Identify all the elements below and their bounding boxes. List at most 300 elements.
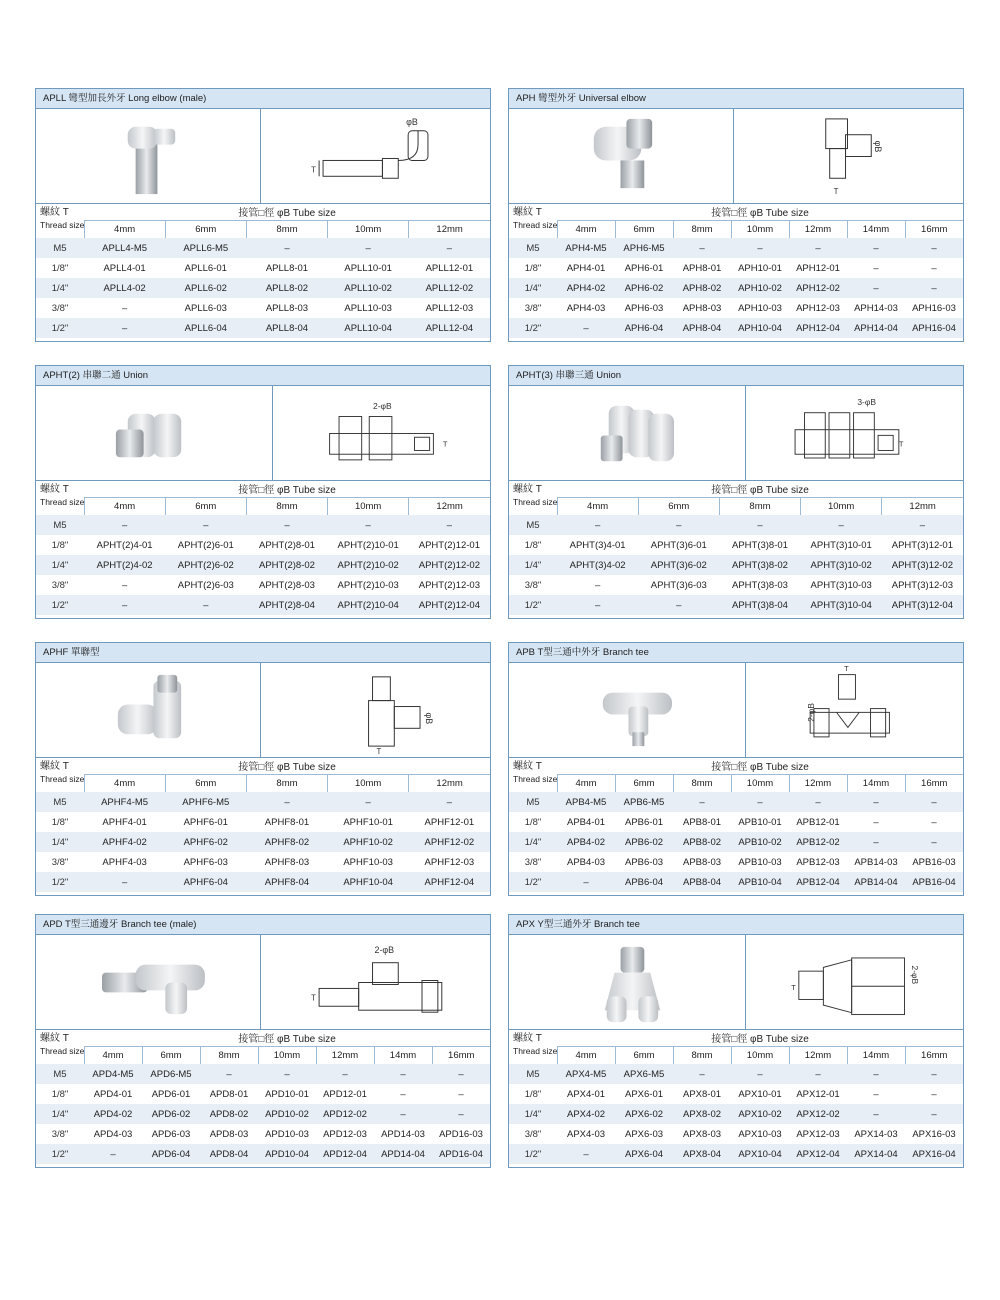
model-number-cell: – — [246, 515, 327, 535]
svg-text:T: T — [311, 993, 317, 1003]
model-number-cell: APHT(3)12-01 — [882, 535, 963, 555]
model-table — [36, 204, 490, 338]
tube-size-column-header: 8mm — [246, 774, 327, 792]
model-number-cell: APX16-04 — [905, 1144, 963, 1164]
thread-label: 螺紋 T — [40, 207, 69, 218]
model-number-cell: APH6-M5 — [615, 238, 673, 258]
model-number-cell: APD12-02 — [316, 1104, 374, 1124]
model-number-cell: APB16-04 — [905, 872, 963, 892]
thread-size-cell: 1/4" — [36, 1104, 84, 1124]
thread-size-cell: 1/2" — [509, 595, 557, 615]
model-number-cell: APH16-04 — [905, 318, 963, 338]
model-number-cell: APH8-02 — [673, 278, 731, 298]
tube-size-column-header: 8mm — [673, 1046, 731, 1064]
thread-size-cell: 3/8" — [36, 298, 84, 318]
model-number-cell: APHT(2)6-02 — [165, 555, 246, 575]
thread-size-cell: 1/4" — [36, 555, 84, 575]
svg-text:φB: φB — [406, 116, 418, 127]
model-number-cell: APHT(2)12-02 — [409, 555, 490, 575]
model-number-cell: APLL8-04 — [246, 318, 327, 338]
model-number-cell: APLL6-M5 — [165, 238, 246, 258]
thread-size-cell: 1/2" — [509, 318, 557, 338]
dimension-drawing — [261, 109, 490, 203]
model-number-cell: – — [882, 515, 963, 535]
table-row — [36, 1144, 490, 1164]
table-row — [36, 575, 490, 595]
model-number-cell: APHF8-02 — [246, 832, 327, 852]
model-number-cell: – — [905, 1064, 963, 1084]
tube-size-column-header: 16mm — [905, 220, 963, 238]
thread-size-cell: 1/8" — [509, 1084, 557, 1104]
model-number-cell: APHT(2)8-04 — [246, 595, 327, 615]
tube-size-column-header: 10mm — [328, 220, 409, 238]
table-row — [509, 872, 963, 892]
tube-size-column-header: 12mm — [789, 220, 847, 238]
table-row — [36, 832, 490, 852]
model-number-cell: APHF12-03 — [409, 852, 490, 872]
model-number-cell: APX4-M5 — [557, 1064, 615, 1084]
model-number-cell: APB10-04 — [731, 872, 789, 892]
model-number-cell: APHT(3)10-03 — [801, 575, 882, 595]
thread-label-en: Thread size — [40, 220, 84, 230]
model-number-cell: APB4-02 — [557, 832, 615, 852]
model-number-cell: – — [328, 792, 409, 812]
model-number-cell: – — [847, 812, 905, 832]
model-number-cell: APX12-02 — [789, 1104, 847, 1124]
tube-size-column-header: 16mm — [905, 774, 963, 792]
thread-size-cell: M5 — [509, 515, 557, 535]
model-table — [509, 1030, 963, 1164]
dimension-drawing — [746, 663, 963, 757]
table-row — [36, 535, 490, 555]
tube-size-header: 接管□徑 φB Tube size — [238, 762, 336, 774]
model-number-cell: APD14-04 — [374, 1144, 432, 1164]
model-number-cell: APH12-01 — [789, 258, 847, 278]
product-card-apx — [508, 914, 964, 1168]
tube-size-column-header: 10mm — [328, 774, 409, 792]
model-number-cell: APHF6-01 — [165, 812, 246, 832]
table-row — [509, 318, 963, 338]
product-photo — [509, 386, 746, 480]
model-number-cell: APHF6-02 — [165, 832, 246, 852]
thread-size-cell: M5 — [509, 792, 557, 812]
svg-text:2-φB: 2-φB — [373, 400, 392, 411]
model-number-cell: APX12-01 — [789, 1084, 847, 1104]
product-card-apht2 — [35, 365, 491, 619]
model-number-cell: APX4-02 — [557, 1104, 615, 1124]
model-number-cell: APH8-04 — [673, 318, 731, 338]
model-number-cell: APHT(3)12-03 — [882, 575, 963, 595]
thread-size-cell: 1/2" — [509, 872, 557, 892]
tube-size-column-header: 12mm — [882, 497, 963, 515]
product-photo — [36, 663, 261, 757]
tube-size-column-header: 6mm — [165, 220, 246, 238]
table-row — [509, 832, 963, 852]
model-number-cell: APD6-04 — [142, 1144, 200, 1164]
thread-label: 螺紋 T — [513, 484, 542, 495]
thread-size-cell: 1/8" — [509, 535, 557, 555]
model-number-cell: – — [374, 1084, 432, 1104]
thread-size-cell: 1/8" — [36, 1084, 84, 1104]
model-number-cell: APHT(2)8-02 — [246, 555, 327, 575]
model-number-cell: APH14-04 — [847, 318, 905, 338]
tube-size-column-header: 12mm — [409, 774, 490, 792]
thread-size-header — [509, 481, 557, 515]
model-number-cell: APH12-03 — [789, 298, 847, 318]
model-number-cell: APHT(2)12-01 — [409, 535, 490, 555]
model-number-cell: APD8-04 — [200, 1144, 258, 1164]
model-number-cell: APHF4-01 — [84, 812, 165, 832]
product-title: APB T型三通中外牙 Branch tee — [509, 643, 963, 663]
model-number-cell: – — [801, 515, 882, 535]
table-row — [509, 575, 963, 595]
tube-size-column-header: 10mm — [731, 1046, 789, 1064]
product-images — [509, 935, 963, 1030]
dimension-drawing — [261, 935, 490, 1029]
model-number-cell: APD4-02 — [84, 1104, 142, 1124]
model-number-cell: APHF8-01 — [246, 812, 327, 832]
model-number-cell: – — [557, 515, 638, 535]
svg-text:2-φB: 2-φB — [910, 965, 921, 985]
table-row — [36, 318, 490, 338]
model-number-cell: – — [328, 238, 409, 258]
product-images — [36, 109, 490, 204]
model-number-cell: – — [905, 812, 963, 832]
model-number-cell: APHT(2)6-03 — [165, 575, 246, 595]
tube-size-column-header: 10mm — [801, 497, 882, 515]
model-number-cell: APD4-01 — [84, 1084, 142, 1104]
model-number-cell: APLL4-M5 — [84, 238, 165, 258]
thread-label-en: Thread size — [40, 497, 84, 507]
model-number-cell: – — [328, 515, 409, 535]
model-number-cell: APH4-03 — [557, 298, 615, 318]
table-row — [509, 792, 963, 812]
tube-size-column-header: 4mm — [557, 220, 615, 238]
model-number-cell: APX10-01 — [731, 1084, 789, 1104]
thread-label-en: Thread size — [513, 1046, 557, 1056]
model-number-cell: – — [316, 1064, 374, 1084]
model-number-cell: – — [258, 1064, 316, 1084]
model-number-cell: – — [557, 1144, 615, 1164]
model-number-cell: APHT(3)12-04 — [882, 595, 963, 615]
product-photo — [509, 663, 746, 757]
model-number-cell: – — [165, 515, 246, 535]
table-row — [509, 535, 963, 555]
table-row — [509, 555, 963, 575]
table-row — [36, 278, 490, 298]
model-number-cell: APH6-01 — [615, 258, 673, 278]
model-number-cell: – — [409, 792, 490, 812]
model-number-cell: APHT(2)10-02 — [328, 555, 409, 575]
tube-size-column-header: 4mm — [557, 1046, 615, 1064]
thread-size-cell: 1/8" — [36, 535, 84, 555]
model-number-cell: APB6-01 — [615, 812, 673, 832]
product-title: APHF 單聯型 — [36, 643, 490, 663]
tube-size-column-header: 10mm — [731, 220, 789, 238]
table-row — [509, 238, 963, 258]
model-number-cell: APX8-01 — [673, 1084, 731, 1104]
model-number-cell: APHT(3)10-04 — [801, 595, 882, 615]
tube-size-column-header: 6mm — [142, 1046, 200, 1064]
tube-size-column-header: 10mm — [258, 1046, 316, 1064]
thread-size-cell: 3/8" — [509, 575, 557, 595]
product-card-apb — [508, 642, 964, 896]
tube-size-column-header: 4mm — [84, 497, 165, 515]
product-card-apd — [35, 914, 491, 1168]
product-title: APH 彎型外牙 Universal elbow — [509, 89, 963, 109]
product-title: APD T型三通邊牙 Branch tee (male) — [36, 915, 490, 935]
model-number-cell: APHF10-01 — [328, 812, 409, 832]
product-photo — [36, 386, 273, 480]
model-number-cell: APH10-01 — [731, 258, 789, 278]
model-number-cell: APX16-03 — [905, 1124, 963, 1144]
product-card-apht3 — [508, 365, 964, 619]
tube-size-column-header: 6mm — [615, 1046, 673, 1064]
model-number-cell: – — [557, 872, 615, 892]
model-number-cell: APB14-04 — [847, 872, 905, 892]
model-number-cell: APD6-02 — [142, 1104, 200, 1124]
tube-size-column-header: 8mm — [200, 1046, 258, 1064]
tube-size-column-header: 14mm — [847, 774, 905, 792]
model-number-cell: APH10-03 — [731, 298, 789, 318]
table-row — [36, 298, 490, 318]
product-card-aphf — [35, 642, 491, 896]
thread-size-cell: 3/8" — [509, 298, 557, 318]
model-table — [36, 481, 490, 615]
model-number-cell: APLL6-04 — [165, 318, 246, 338]
model-number-cell: APD10-02 — [258, 1104, 316, 1124]
model-number-cell: APX6-04 — [615, 1144, 673, 1164]
thread-size-header — [36, 204, 84, 238]
model-number-cell: APHT(2)6-01 — [165, 535, 246, 555]
model-number-cell: – — [374, 1064, 432, 1084]
thread-size-cell: M5 — [36, 515, 84, 535]
model-number-cell: – — [84, 575, 165, 595]
model-number-cell: APD4-M5 — [84, 1064, 142, 1084]
table-row — [509, 812, 963, 832]
table-row — [509, 1084, 963, 1104]
table-row — [509, 1104, 963, 1124]
model-number-cell: – — [847, 1084, 905, 1104]
model-number-cell: APB6-02 — [615, 832, 673, 852]
model-number-cell: – — [847, 258, 905, 278]
model-number-cell: APLL12-04 — [409, 318, 490, 338]
model-number-cell: – — [847, 278, 905, 298]
model-number-cell: APB4-03 — [557, 852, 615, 872]
model-number-cell: APD16-04 — [432, 1144, 490, 1164]
tube-size-column-header: 12mm — [789, 774, 847, 792]
model-table — [36, 758, 490, 892]
model-number-cell: APHT(2)8-03 — [246, 575, 327, 595]
model-number-cell: APD8-02 — [200, 1104, 258, 1124]
model-number-cell: APHF10-02 — [328, 832, 409, 852]
model-number-cell: APHT(2)12-03 — [409, 575, 490, 595]
product-photo — [509, 935, 746, 1029]
model-number-cell: APX12-04 — [789, 1144, 847, 1164]
model-number-cell: APD12-03 — [316, 1124, 374, 1144]
tube-size-column-header: 6mm — [165, 774, 246, 792]
model-number-cell: – — [673, 792, 731, 812]
tube-size-column-header: 8mm — [246, 497, 327, 515]
model-number-cell: APD16-03 — [432, 1124, 490, 1144]
table-row — [36, 872, 490, 892]
model-number-cell: – — [638, 595, 719, 615]
model-number-cell: APLL4-02 — [84, 278, 165, 298]
model-number-cell: APLL8-03 — [246, 298, 327, 318]
model-number-cell: APLL8-01 — [246, 258, 327, 278]
model-number-cell: – — [719, 515, 800, 535]
table-row — [509, 1144, 963, 1164]
model-number-cell: APB6-04 — [615, 872, 673, 892]
table-row — [36, 258, 490, 278]
model-number-cell: APH16-03 — [905, 298, 963, 318]
tube-size-column-header: 16mm — [905, 1046, 963, 1064]
model-number-cell: – — [246, 238, 327, 258]
model-number-cell: APHF4-03 — [84, 852, 165, 872]
model-number-cell: APHF4-M5 — [84, 792, 165, 812]
thread-label: 螺紋 T — [513, 761, 542, 772]
table-row — [36, 792, 490, 812]
model-number-cell: APB12-04 — [789, 872, 847, 892]
model-number-cell: APH12-04 — [789, 318, 847, 338]
thread-label-en: Thread size — [40, 774, 84, 784]
thread-size-cell: M5 — [509, 238, 557, 258]
model-number-cell: – — [409, 238, 490, 258]
model-number-cell: APHT(3)6-01 — [638, 535, 719, 555]
model-number-cell: APHT(2)4-01 — [84, 535, 165, 555]
thread-size-cell: 1/2" — [509, 1144, 557, 1164]
dimension-drawing — [746, 935, 963, 1029]
svg-text:T: T — [442, 439, 448, 449]
product-images — [509, 386, 963, 481]
model-number-cell: APB4-01 — [557, 812, 615, 832]
model-number-cell: – — [731, 238, 789, 258]
tube-size-column-header: 4mm — [84, 1046, 142, 1064]
dimension-drawing — [734, 109, 963, 203]
model-number-cell: APHT(3)10-02 — [801, 555, 882, 575]
model-number-cell: APLL6-02 — [165, 278, 246, 298]
thread-size-cell: 1/2" — [36, 1144, 84, 1164]
model-number-cell: APB8-04 — [673, 872, 731, 892]
model-number-cell: APB12-01 — [789, 812, 847, 832]
table-row — [509, 298, 963, 318]
model-number-cell: APB6-M5 — [615, 792, 673, 812]
thread-size-cell: 1/4" — [509, 278, 557, 298]
model-number-cell: – — [432, 1064, 490, 1084]
model-number-cell: – — [789, 238, 847, 258]
thread-size-cell: 1/8" — [509, 258, 557, 278]
product-card-aph — [508, 88, 964, 342]
tube-size-header: 接管□徑 φB Tube size — [238, 1034, 336, 1046]
thread-label-en: Thread size — [40, 1046, 84, 1056]
model-number-cell: APX6-02 — [615, 1104, 673, 1124]
thread-size-cell: 1/2" — [36, 872, 84, 892]
thread-size-header — [509, 204, 557, 238]
thread-size-cell: 3/8" — [509, 852, 557, 872]
model-number-cell: APLL10-01 — [328, 258, 409, 278]
model-number-cell: APHT(3)4-02 — [557, 555, 638, 575]
model-number-cell: APHT(2)8-01 — [246, 535, 327, 555]
model-number-cell: – — [84, 1144, 142, 1164]
model-number-cell: APH12-02 — [789, 278, 847, 298]
model-number-cell: APHT(2)12-04 — [409, 595, 490, 615]
tube-size-column-header: 6mm — [615, 220, 673, 238]
model-number-cell: APD8-03 — [200, 1124, 258, 1144]
thread-size-cell: 1/4" — [509, 555, 557, 575]
model-number-cell: APD12-04 — [316, 1144, 374, 1164]
table-row — [36, 238, 490, 258]
model-number-cell: APHT(3)8-03 — [719, 575, 800, 595]
dimension-drawing — [261, 663, 490, 757]
product-images — [509, 109, 963, 204]
svg-text:T: T — [791, 983, 796, 993]
model-number-cell: APB8-03 — [673, 852, 731, 872]
model-number-cell: – — [905, 238, 963, 258]
model-number-cell: APX10-02 — [731, 1104, 789, 1124]
model-number-cell: APHF10-04 — [328, 872, 409, 892]
tube-size-header: 接管□徑 φB Tube size — [238, 208, 336, 220]
tube-size-column-header: 4mm — [84, 774, 165, 792]
model-number-cell: – — [557, 318, 615, 338]
tube-size-column-header: 14mm — [847, 1046, 905, 1064]
model-number-cell: APHT(2)10-03 — [328, 575, 409, 595]
model-table — [36, 1030, 490, 1164]
model-number-cell: APX6-01 — [615, 1084, 673, 1104]
model-number-cell: APH6-03 — [615, 298, 673, 318]
thread-size-cell: 3/8" — [36, 1124, 84, 1144]
table-row — [36, 555, 490, 575]
thread-size-header — [509, 758, 557, 792]
model-number-cell: APB8-01 — [673, 812, 731, 832]
model-number-cell: APB4-M5 — [557, 792, 615, 812]
thread-label: 螺紋 T — [40, 484, 69, 495]
model-number-cell: – — [905, 832, 963, 852]
thread-size-cell: 3/8" — [509, 1124, 557, 1144]
model-number-cell: APLL10-03 — [328, 298, 409, 318]
model-number-cell: APH4-02 — [557, 278, 615, 298]
model-number-cell: – — [905, 258, 963, 278]
model-number-cell: – — [432, 1084, 490, 1104]
model-number-cell: APD14-03 — [374, 1124, 432, 1144]
tube-size-column-header: 6mm — [638, 497, 719, 515]
model-number-cell: – — [847, 792, 905, 812]
model-number-cell: APD12-01 — [316, 1084, 374, 1104]
model-number-cell: APD4-03 — [84, 1124, 142, 1144]
svg-text:φB: φB — [423, 712, 434, 725]
thread-size-cell: 1/8" — [36, 258, 84, 278]
model-number-cell: – — [246, 792, 327, 812]
model-number-cell: APLL12-02 — [409, 278, 490, 298]
svg-text:T: T — [376, 747, 382, 757]
tube-size-column-header: 12mm — [789, 1046, 847, 1064]
thread-label-en: Thread size — [513, 220, 557, 230]
model-number-cell: APD10-01 — [258, 1084, 316, 1104]
tube-size-column-header: 12mm — [409, 220, 490, 238]
tube-size-column-header: 16mm — [432, 1046, 490, 1064]
svg-text:3-φB: 3-φB — [857, 397, 877, 408]
thread-label: 螺紋 T — [513, 207, 542, 218]
model-number-cell: APHF12-04 — [409, 872, 490, 892]
model-number-cell: APB10-01 — [731, 812, 789, 832]
table-row — [509, 852, 963, 872]
tube-size-column-header: 4mm — [84, 220, 165, 238]
model-number-cell: – — [847, 1104, 905, 1124]
thread-size-cell: 3/8" — [36, 852, 84, 872]
model-number-cell: – — [165, 595, 246, 615]
model-number-cell: APX8-04 — [673, 1144, 731, 1164]
product-title: APHT(3) 串聯三通 Union — [509, 366, 963, 386]
tube-size-header: 接管□徑 φB Tube size — [711, 485, 809, 497]
